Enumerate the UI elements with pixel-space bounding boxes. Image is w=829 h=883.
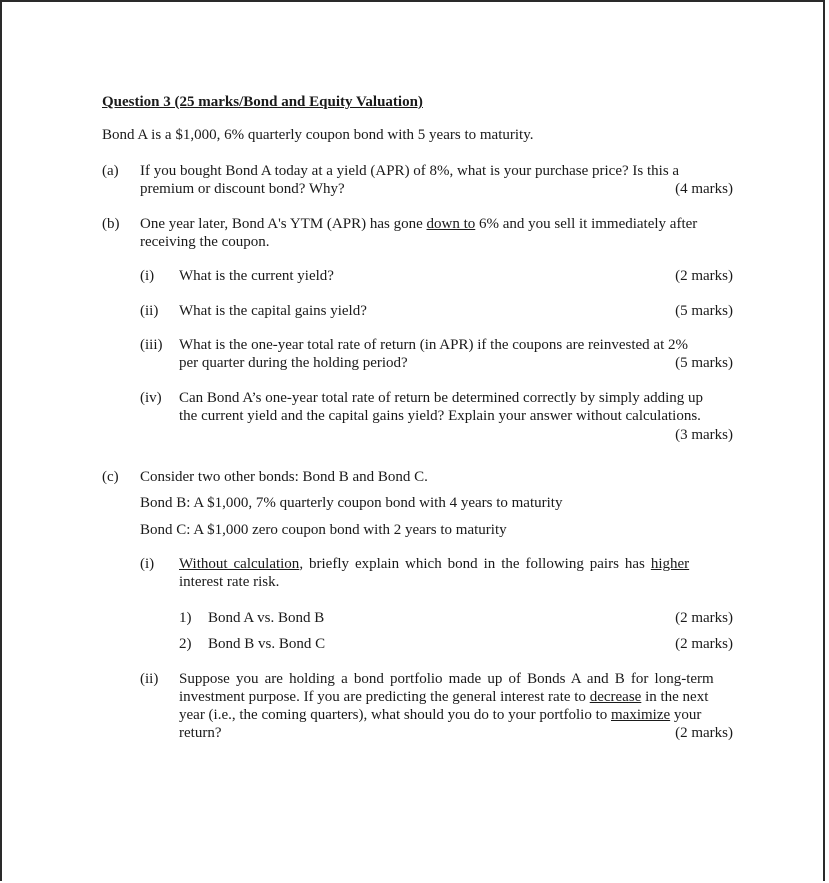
part-c-i-line1: Without calculation, briefly explain which bond in the following pairs has higher	[179, 556, 690, 572]
part-c-i-line2: interest rate risk.	[179, 574, 280, 590]
part-c-ii-line2: investment purpose. If you are predicting the general interest rate to decrease in the next	[179, 689, 709, 705]
part-a-marks: (4 marks)	[675, 181, 733, 197]
part-b-iii-marks: (5 marks)	[675, 355, 733, 371]
part-b-iv-line2: the current yield and the capital gains yield? Explain your answer without calculations.	[179, 408, 701, 424]
part-c-i-label: (i)	[140, 556, 155, 572]
intro-text: Bond A is a $1,000, 6% quarterly coupon bond with 5 years to maturity.	[102, 127, 534, 143]
part-b-iv-line1: Can Bond A’s one-year total rate of return be determined correctly by simply adding up	[179, 390, 704, 406]
pair-2-label: 2)	[179, 636, 192, 652]
pair-1-label: 1)	[179, 610, 192, 626]
part-b-i-label: (i)	[140, 268, 155, 284]
part-a-line2: premium or discount bond? Why?	[140, 181, 345, 197]
part-b-iii-label: (iii)	[140, 337, 163, 353]
bond-c-description: Bond C: A $1,000 zero coupon bond with 2 years to maturity	[140, 522, 507, 538]
underlined-without-calculation: Without calculation	[179, 556, 300, 572]
part-b-line2: receiving the coupon.	[140, 234, 270, 250]
underlined-maximize: maximize	[611, 707, 671, 723]
pair-1-text: Bond A vs. Bond B	[208, 610, 325, 626]
part-c-ii-label: (ii)	[140, 671, 159, 687]
part-c-ii-marks: (2 marks)	[675, 725, 733, 741]
part-b-iv-label: (iv)	[140, 390, 162, 406]
part-b-line1: One year later, Bond A's YTM (APR) has gone down to 6% and you sell it immediately after	[140, 216, 698, 232]
part-b-ii-marks: (5 marks)	[675, 303, 733, 319]
part-a-label: (a)	[102, 163, 119, 179]
underlined-higher: higher	[650, 556, 690, 572]
pair-2-text: Bond B vs. Bond C	[208, 636, 326, 652]
part-a-line1: If you bought Bond A today at a yield (APR) of 8%, what is your purchase price? Is this a	[140, 163, 680, 179]
part-b-ii-label: (ii)	[140, 303, 159, 319]
part-b-label: (b)	[102, 216, 120, 232]
part-b-i-marks: (2 marks)	[675, 268, 733, 284]
underlined-down-to: down to	[426, 216, 476, 232]
question-heading: Question 3 (25 marks/Bond and Equity Valuation)	[102, 94, 423, 110]
part-b-iv-marks: (3 marks)	[675, 427, 733, 443]
pair-1-marks: (2 marks)	[675, 610, 733, 626]
pair-2-marks: (2 marks)	[675, 636, 733, 652]
part-c-ii-line4: return?	[179, 725, 222, 741]
underlined-decrease: decrease	[589, 689, 642, 705]
part-c-ii-line1: Suppose you are holding a bond portfolio made up of Bonds A and B for long-term	[179, 671, 714, 687]
part-c-line1: Consider two other bonds: Bond B and Bond C.	[140, 469, 428, 485]
part-b-i-text: What is the current yield?	[179, 268, 334, 284]
part-c-ii-line3: year (i.e., the coming quarters), what should you do to your portfolio to maximize your	[179, 707, 702, 723]
part-b-iii-line2: per quarter during the holding period?	[179, 355, 408, 371]
part-b-iii-line1: What is the one-year total rate of return (in APR) if the coupons are reinvested at 2%	[179, 337, 688, 353]
part-c-label: (c)	[102, 469, 119, 485]
part-b-ii-text: What is the capital gains yield?	[179, 303, 367, 319]
bond-b-description: Bond B: A $1,000, 7% quarterly coupon bond with 4 years to maturity	[140, 495, 563, 511]
